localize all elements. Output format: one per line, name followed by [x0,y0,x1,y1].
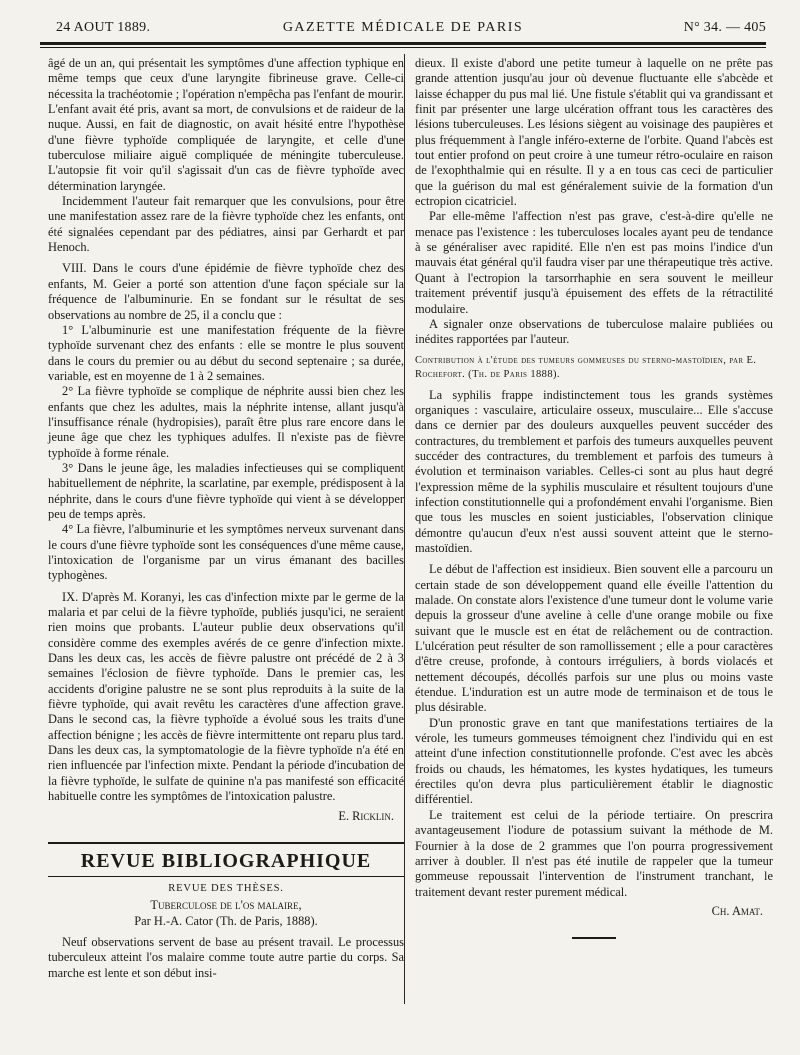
paragraph: VIII. Dans le cours d'une épidémie de fièvre typhoïde chez des enfants, M. Geier a porté son attention d'une façon spéciale sur la fréquence de l'albuminurie. En se fondant sur le résultat de ses observations au nombre de 25, il a conclu que : [48,261,404,322]
section-subtitle: REVUE DES THÈSES. [168,882,284,894]
thesis-title: Tuberculose de l'os malaire, [150,898,302,913]
page-number: N° 34. — 405 [683,20,766,35]
paragraph: IX. D'après M. Koranyi, les cas d'infection mixte par le germe de la malaria et par celui de la fièvre typhoïde, publiés jusqu'ici, ne seraient rien moins que probants. L'auteur publie deux observations qu'il considère comme des exemples avérés de ce genre d'infection mixte. Dans les deux cas, les accès de fièvre palustre ont précédé de 2 à 3 semaines l'éclosion de fièvre typhoïde. Dans le premier cas, les accidents d'origine palustre ne se sont plus reproduits à la suite de la fièvre typhoïde, qui avait revêtu les caractères d'une affection grave. Dans le second cas, la fièvre typhoïde a évolué sous les traits d'une affection bénigne ; les accès de fièvre intermittente ont reparu plus tard. Dans les deux cas, la symptomatologie de la fièvre typhoïde n'a été en rien influencée par l'infection mixte. Pendant la période d'incubation de la fièvre typhoïde, le sulfate de quinine n'a pas manifesté son efficacité habituelle contre les symptômes de l'intoxication palustre. [48,589,404,804]
paragraph: Par elle-même l'affection n'est pas grave, c'est-à-dire qu'elle ne menace pas l'existence : les tuberculoses locales ayant peu de tendance à se généraliser avec rapidité. Elle n'en est pas moins l'indice d'un mauvais état général qu'il faudra viser par une thérapeutique très active. Quant à l'ectropion la tarsorrhaphie en sera souvent le meilleur traitement préventif jusqu'à épuisement des effets de la rétractilité modulaire. [415,209,773,316]
paragraph: A signaler onze observations de tuberculose malaire publiées ou inédites rapportées par l'auteur. [415,316,773,347]
header-rule-thin [40,47,766,48]
paragraph: La syphilis frappe indistinctement tous les grands systèmes organiques : vasculaire, articulaire osseux, musculaire... Elle s'accuse dans ce dernier par des douleurs auxquelles peuvent succéder des contractures, du tremblement et parfois des tumeurs auxquelles peuvent succéder des contractures, du tremblement et parfois des tumeurs à évolution et terminaison variables. Celles-ci sont au plus haut degré l'expression même de la syphilis musculaire et résultent toujours d'une infection constitutionnelle qui a profondément envahi l'organisme. Bien que tous les muscles en soient justiciables, l'observation clinique démontre qu'aucun d'eux n'est aussi souvent atteint que le sterno-mastoïdien. [415,387,773,555]
thesis-title: Contribution à l'étude des tumeurs gommeuses du sterno-mastoïdien, par E. Rochefort. (Th. de Paris 1888). [415,354,757,380]
left-column [48,56,404,981]
paragraph: dieux. Il existe d'abord une petite tumeur à laquelle on ne prête pas grande attention jusqu'au jour où devenue fluctuante elle s'abcède et laisse échapper du pus mal lié. Une fistule s'établit qui va grandissant et finit par présenter une large ulcération offrant tous les caractères des lésions tuberculeuses. Les lésions siègent au voisinage des paupières et plus fréquemment à l'angle inféro-externe de l'orbite. Quand l'abcès est tout entier profond on peut croire à une tumeur rétro-oculaire en raison de l'exophthalmie qui en résulte. Il y a en tous cas ceci de particulier que la guérison du mal est généralement suivie de la formation d'un ectropion cicatriciel. [415,56,773,209]
paragraph: Neuf observations servent de base au présent travail. Le processus tuberculeux atteint l'os malaire comme toute autre partie du corps. Sa marche est lente et son début insi- [48,934,404,980]
paragraph: D'un pronostic grave en tant que manifestations tertiaires de la vérole, les tumeurs gommeuses témoignent chez l'individu qui en est atteint d'une infection constitutionnelle profonde. C'est avec les abcès froids ou chauds, les hématomes, les kystes hydatiques, les tumeurs érectiles qu'on devra plus particulièrement établir le diagnostic différentiel. [415,715,773,807]
paragraph: 3° Dans le jeune âge, les maladies infectieuses qui se compliquent habituellement de néphrite, la scarlatine, par exemple, prédisposent à la néphrite, dans le cours d'une fièvre typhoïde qui vient à se développer peu de temps après. [48,460,404,521]
signature: E. Ricklin. [338,808,394,823]
paragraph: âgé de un an, qui présentait les symptômes d'une affection typhique en même temps que ceux d'une laryngite fibrineuse grave. Celle-ci nécessita la trachéotomie ; l'opération n'empêcha pas l'enfant de mourir. L'enfant avait été pris, avant sa mort, de convulsions et de raideur de la nuque. Aussi, en fait de diagnostic, on avait hésité entre l'hypothèse d'une fièvre typhoïde compliquée de laryngite, et celle d'une tuberculose miliaire aiguë compliquée de méningite tuberculeuse. L'autopsie fit voir qu'il s'agissait d'un cas de fièvre typhoïde avec détermination laryngée. [48,56,404,193]
page-header [40,20,766,40]
paragraph: Le traitement est celui de la période tertiaire. On prescrira avantageusement l'iodure de potassium suivant la méthode de M. Fournier à la dose de 2 grammes que l'on pourra progressivement arriver à doubler. Il n'est pas été inutile de rappeler que la tumeur gommeuse repoussait l'intervention de l'instrument tranchant, le traitement devant rester purement médical. [415,807,773,899]
issue-date: 24 AOUT 1889. [56,20,151,35]
thesis-author: Par H.-A. Cator (Th. de Paris, 1888). [134,913,318,928]
paragraph: 2° La fièvre typhoïde se complique de néphrite aussi bien chez les enfants que chez les adultes, mais la néphrite intense, allant jusqu'à l'insuffisance rénale (hydropisies), paraît être plus rare encore dans le jeune âge que chez les typhiques adulfes. Il n'existe pas de fièvre typhoïde à forme rénale. [48,384,404,460]
signature: Ch. Amat. [711,903,763,918]
paragraph: 1° L'albuminurie est une manifestation fréquente de la fièvre typhoïde survenant chez des enfants : elle se montre le plus souvent dans le cours du premier ou au début du second septenaire ; sa durée, variable, est en moyenne de 1 à 2 semaines. [48,322,404,383]
paragraph: Incidemment l'auteur fait remarquer que les convulsions, pour être une manifestation assez rare de la fièvre typhoïde chez les enfants, ont été signalées cependant par des pédiatres, ainsi par Gerhardt et par Henoch. [48,194,404,255]
end-rule [572,937,616,939]
section-title: REVUE BIBLIOGRAPHIQUE [80,849,372,872]
journal-title: GAZETTE MÉDICALE DE PARIS [282,20,524,35]
column-divider [404,54,405,1004]
section-banner [48,842,404,877]
paragraph: Le début de l'affection est insidieux. Bien souvent elle a parcouru un certain stade de son développement quand elle éveille l'attention du malade. On constate alors l'existence d'une tumeur dont le volume varie depuis la grosseur d'une aveline à celle d'une orange mobile ou fixe suivant que le muscle est en état de relâchement ou de contraction. L'ulcération peut résulter de son ramollissement ; elle a pour caractères d'être creuse, profonde, à contours irréguliers, à bords violacés et nettement découpés, décollés parfois sur une plus ou moins vaste étendue. L'induration est un autre mode de terminaison et de tous le plus désirable. [415,562,773,715]
header-rule [40,42,766,45]
paragraph: 4° La fièvre, l'albuminurie et les symptômes nerveux survenant dans le cours d'une fièvre typhoïde sont les conséquences d'une même cause, l'intoxication de l'organisme par un virus émanant des bacilles typhogènes. [48,522,404,583]
right-column [415,56,773,939]
